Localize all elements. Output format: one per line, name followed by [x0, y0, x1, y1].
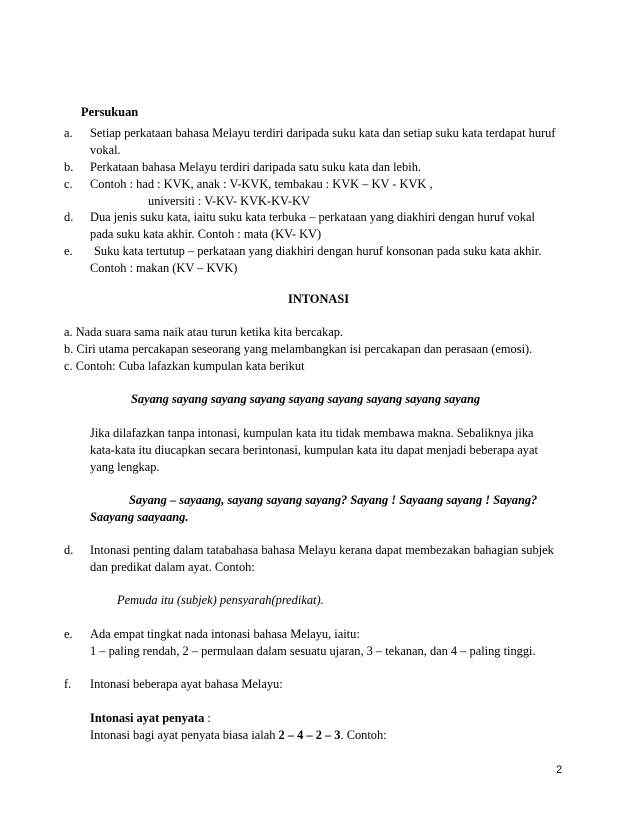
intonasi-a: a. Nada suara sama naik atau turun ketika kita bercakap.: [64, 325, 344, 339]
page-number: 2: [556, 764, 563, 776]
paragraph-line3: yang lengkap.: [90, 460, 160, 474]
persukuan-c-line1: Contoh : had : KVK, anak : V-KVK, tembakau : KVK – KV - KVK ,: [90, 177, 433, 191]
persukuan-d-line2: pada suku kata akhir. Contoh : mata (KV- KV): [90, 227, 322, 241]
persukuan-c-line2: universiti : V-KV- KVK-KV-KV: [148, 194, 310, 208]
intonasi-title: INTONASI: [288, 292, 350, 306]
penyata-heading-line: [90, 711, 211, 726]
intonasi-e-line1: Ada empat tingkat nada intonasi bahasa Melayu, iaitu:: [90, 627, 360, 641]
list-label-a: a.: [64, 126, 73, 140]
paragraph-line1: Jika dilafazkan tanpa intonasi, kumpulan kata itu tidak membawa makna. Sebaliknya jika: [90, 426, 534, 440]
intonasi-b: b. Ciri utama percakapan seseorang yang melambangkan isi percakapan dan perasaan (emosi).: [64, 342, 533, 356]
persukuan-b-text: Perkataan bahasa Melayu terdiri daripada satu suku kata dan lebih.: [90, 160, 421, 174]
penyata-heading: Intonasi ayat penyata: [90, 711, 205, 725]
intonasi-e-line2: 1 – paling rendah, 2 – permulaan dalam sesuatu ujaran, 3 – tekanan, dan 4 – paling tinggi.: [90, 644, 536, 658]
list-label-e2: e.: [64, 627, 73, 641]
persukuan-d-line1: Dua jenis suku kata, iaitu suku kata terbuka – perkataan yang diakhiri dengan huruf vokal: [90, 210, 535, 224]
list-label-c: c.: [64, 177, 73, 191]
list-label-b: b.: [64, 160, 74, 174]
example-sentence-1: Sayang sayang sayang sayang sayang sayang sayang sayang sayang: [131, 392, 481, 406]
example-sentence-2-line1: Sayang – sayaang, sayang sayang sayang? Sayang ! Sayaang sayang ! Sayang?: [129, 493, 538, 507]
intonasi-d-line1: Intonasi penting dalam tatabahasa bahasa Melayu kerana dapat membezakan bahagian subjek: [90, 543, 554, 557]
penyata-colon: :: [204, 711, 211, 725]
penyata-text-line: [90, 728, 387, 743]
intonasi-c: c. Contoh: Cuba lafazkan kumpulan kata berikut: [64, 359, 305, 373]
persukuan-e-line2: Contoh : makan (KV – KVK): [90, 261, 238, 275]
paragraph-line2: kata-kata itu diucapkan secara berintonasi, kumpulan kata itu dapat menjadi beberapa ayat: [90, 443, 538, 457]
example-sentence-2-line2: Saayang saayaang.: [90, 510, 189, 524]
list-label-e: e.: [64, 244, 73, 258]
example-subjek-predikat: Pemuda itu (subjek) pensyarah(predikat).: [117, 593, 324, 607]
penyata-pattern: 2 – 4 – 2 – 3: [278, 728, 341, 742]
persukuan-e-line1: Suku kata tertutup – perkataan yang diakhiri dengan huruf konsonan pada suku kata akhir.: [94, 244, 542, 258]
penyata-pre: Intonasi bagi ayat penyata biasa ialah: [90, 728, 279, 742]
persukuan-a-line2: vokal.: [90, 143, 121, 157]
list-label-d2: d.: [64, 543, 74, 557]
section-title: Persukuan: [81, 105, 139, 119]
intonasi-f-text: Intonasi beberapa ayat bahasa Melayu:: [90, 677, 283, 691]
persukuan-a-line1: Setiap perkataan bahasa Melayu terdiri daripada suku kata dan setiap suku kata terdapat huruf: [90, 126, 556, 140]
list-label-d: d.: [64, 210, 74, 224]
intonasi-d-line2: dan predikat dalam ayat. Contoh:: [90, 560, 255, 574]
penyata-post: . Contoh:: [340, 728, 387, 742]
list-label-f: f.: [64, 677, 72, 691]
